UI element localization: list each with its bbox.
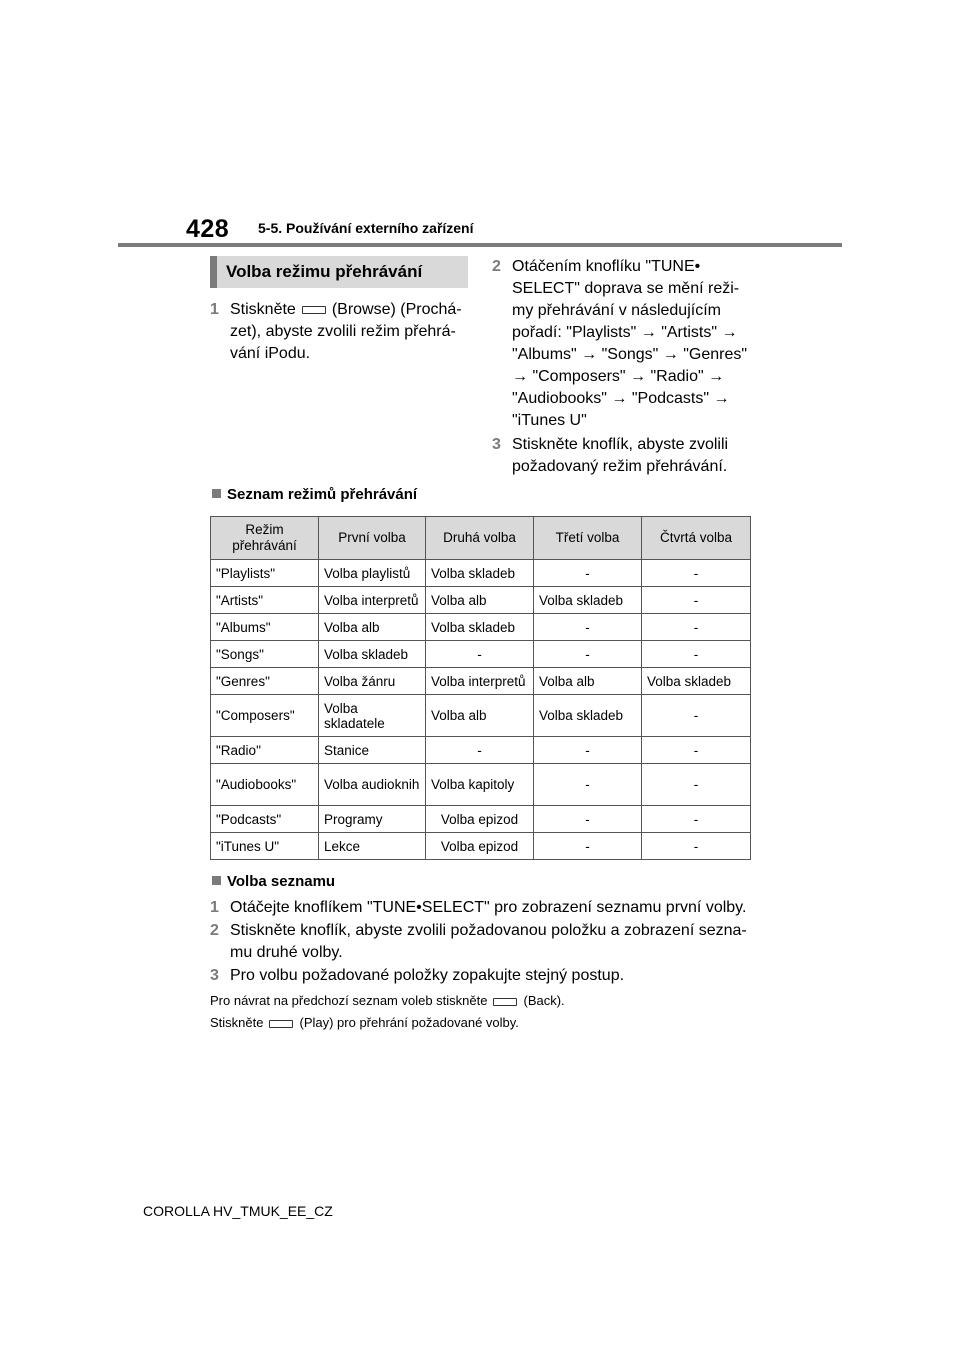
table-row xyxy=(211,833,751,860)
table-cell: Volba alb xyxy=(534,668,642,695)
table-cell: - xyxy=(534,764,642,806)
step-2 xyxy=(492,256,762,432)
step-text: Otáčením knoflíku "TUNE• SELECT" doprava se mění reži- my přehrávání v následujícím pořadí: "Playlists" → "Artists" → "Albums" → "Songs" → "Genres" → "Composers" → "Radio" → "Audiobooks" → "Podcasts" → "iTunes U" xyxy=(512,258,748,429)
table-cell: "Radio" xyxy=(211,737,319,764)
list-step-1 xyxy=(210,897,770,919)
play-note: Stiskněte (Play) pro přehrání požadované volby. xyxy=(210,1015,519,1030)
footer-model-code: COROLLA HV_TMUK_EE_CZ xyxy=(143,1203,333,1219)
table-cell: "Artists" xyxy=(211,587,319,614)
table-row xyxy=(211,695,751,737)
table-cell: - xyxy=(534,806,642,833)
table-cell: - xyxy=(642,587,751,614)
square-bullet-icon xyxy=(212,876,221,885)
column-header: Čtvrtá volba xyxy=(642,517,751,560)
table-cell: - xyxy=(642,806,751,833)
table-row xyxy=(211,668,751,695)
table-cell: - xyxy=(642,560,751,587)
step-number: 1 xyxy=(210,899,219,916)
table-cell: Volba alb xyxy=(426,695,534,737)
step-number: 3 xyxy=(492,436,501,453)
table-cell: - xyxy=(426,737,534,764)
table-cell: - xyxy=(642,641,751,668)
table-cell: Volba epizod xyxy=(426,833,534,860)
header-rule xyxy=(118,243,842,247)
table-cell: - xyxy=(534,641,642,668)
column-header: Režim přehrávání xyxy=(211,517,319,560)
table-cell: - xyxy=(534,614,642,641)
page-number: 428 xyxy=(186,215,230,243)
table-cell: Stanice xyxy=(319,737,426,764)
step-number: 2 xyxy=(210,922,219,939)
step-number: 3 xyxy=(210,967,219,984)
table-cell: "Songs" xyxy=(211,641,319,668)
back-note: Pro návrat na předchozí seznam voleb stiskněte (Back). xyxy=(210,993,565,1008)
table-cell: Volba skladeb xyxy=(426,560,534,587)
step-text: Stiskněte knoflík, abyste zvolili požadovaný režim přehrávání. xyxy=(512,436,729,475)
table-row xyxy=(211,806,751,833)
list-select-heading: Volba seznamu xyxy=(212,873,335,890)
table-cell: - xyxy=(642,695,751,737)
table-cell: Volba skladatele xyxy=(319,695,426,737)
table-cell: Volba interpretů xyxy=(319,587,426,614)
table-cell: - xyxy=(642,833,751,860)
table-cell: Volba alb xyxy=(319,614,426,641)
table-row xyxy=(211,560,751,587)
column-header: Třetí volba xyxy=(534,517,642,560)
table-cell: - xyxy=(642,764,751,806)
table-header-row xyxy=(211,517,751,560)
back-button-icon xyxy=(493,998,517,1006)
square-bullet-icon xyxy=(212,489,221,498)
table-row xyxy=(211,641,751,668)
table-cell: Volba audioknih xyxy=(319,764,426,806)
step-text: Pro volbu požadované položky zopakujte stejný postup. xyxy=(230,967,625,984)
step-text: Stiskněte (Browse) (Prochá- zet), abyste zvolili režim přehrá- vání iPodu. xyxy=(230,301,462,362)
column-header: První volba xyxy=(319,517,426,560)
step-number: 2 xyxy=(492,258,501,275)
table-cell: - xyxy=(534,737,642,764)
play-button-icon xyxy=(269,1020,293,1028)
table-cell: - xyxy=(534,833,642,860)
browse-button-icon xyxy=(302,306,326,314)
list-step-3 xyxy=(210,965,770,987)
table-row xyxy=(211,737,751,764)
table-row xyxy=(211,764,751,806)
playback-mode-heading: Volba režimu přehrávání xyxy=(210,256,468,288)
table-cell: Volba skladeb xyxy=(534,695,642,737)
table-cell: Volba interpretů xyxy=(426,668,534,695)
table-row xyxy=(211,614,751,641)
table-cell: Volba skladeb xyxy=(426,614,534,641)
table-cell: "iTunes U" xyxy=(211,833,319,860)
table-cell: - xyxy=(642,737,751,764)
mode-list-heading: Seznam režimů přehrávání xyxy=(212,486,417,503)
table-cell: Volba kapitoly xyxy=(426,764,534,806)
table-cell: Volba žánru xyxy=(319,668,426,695)
table-cell: - xyxy=(426,641,534,668)
table-cell: "Genres" xyxy=(211,668,319,695)
table-cell: - xyxy=(642,614,751,641)
table-cell: Volba skladeb xyxy=(642,668,751,695)
table-cell: Volba alb xyxy=(426,587,534,614)
table-cell: Volba skladeb xyxy=(534,587,642,614)
table-cell: Lekce xyxy=(319,833,426,860)
playback-modes-table xyxy=(210,516,751,860)
table-cell: - xyxy=(534,560,642,587)
table-cell: "Playlists" xyxy=(211,560,319,587)
table-cell: Volba skladeb xyxy=(319,641,426,668)
list-step-2 xyxy=(210,920,770,964)
table-cell: Programy xyxy=(319,806,426,833)
table-cell: "Albums" xyxy=(211,614,319,641)
step-text: Stiskněte knoflík, abyste zvolili požadovanou položku a zobrazení sezna- mu druhé volby. xyxy=(230,922,747,961)
table-cell: Volba playlistů xyxy=(319,560,426,587)
step-3 xyxy=(492,434,762,478)
step-number: 1 xyxy=(210,301,219,318)
step-1 xyxy=(210,299,472,365)
table-cell: Volba epizod xyxy=(426,806,534,833)
section-title: 5-5. Používání externího zařízení xyxy=(258,220,474,236)
table-cell: "Podcasts" xyxy=(211,806,319,833)
step-text: Otáčejte knoflíkem "TUNE•SELECT" pro zobrazení seznamu první volby. xyxy=(230,899,747,916)
table-cell: "Composers" xyxy=(211,695,319,737)
column-header: Druhá volba xyxy=(426,517,534,560)
table-cell: "Audiobooks" xyxy=(211,764,319,806)
table-row xyxy=(211,587,751,614)
